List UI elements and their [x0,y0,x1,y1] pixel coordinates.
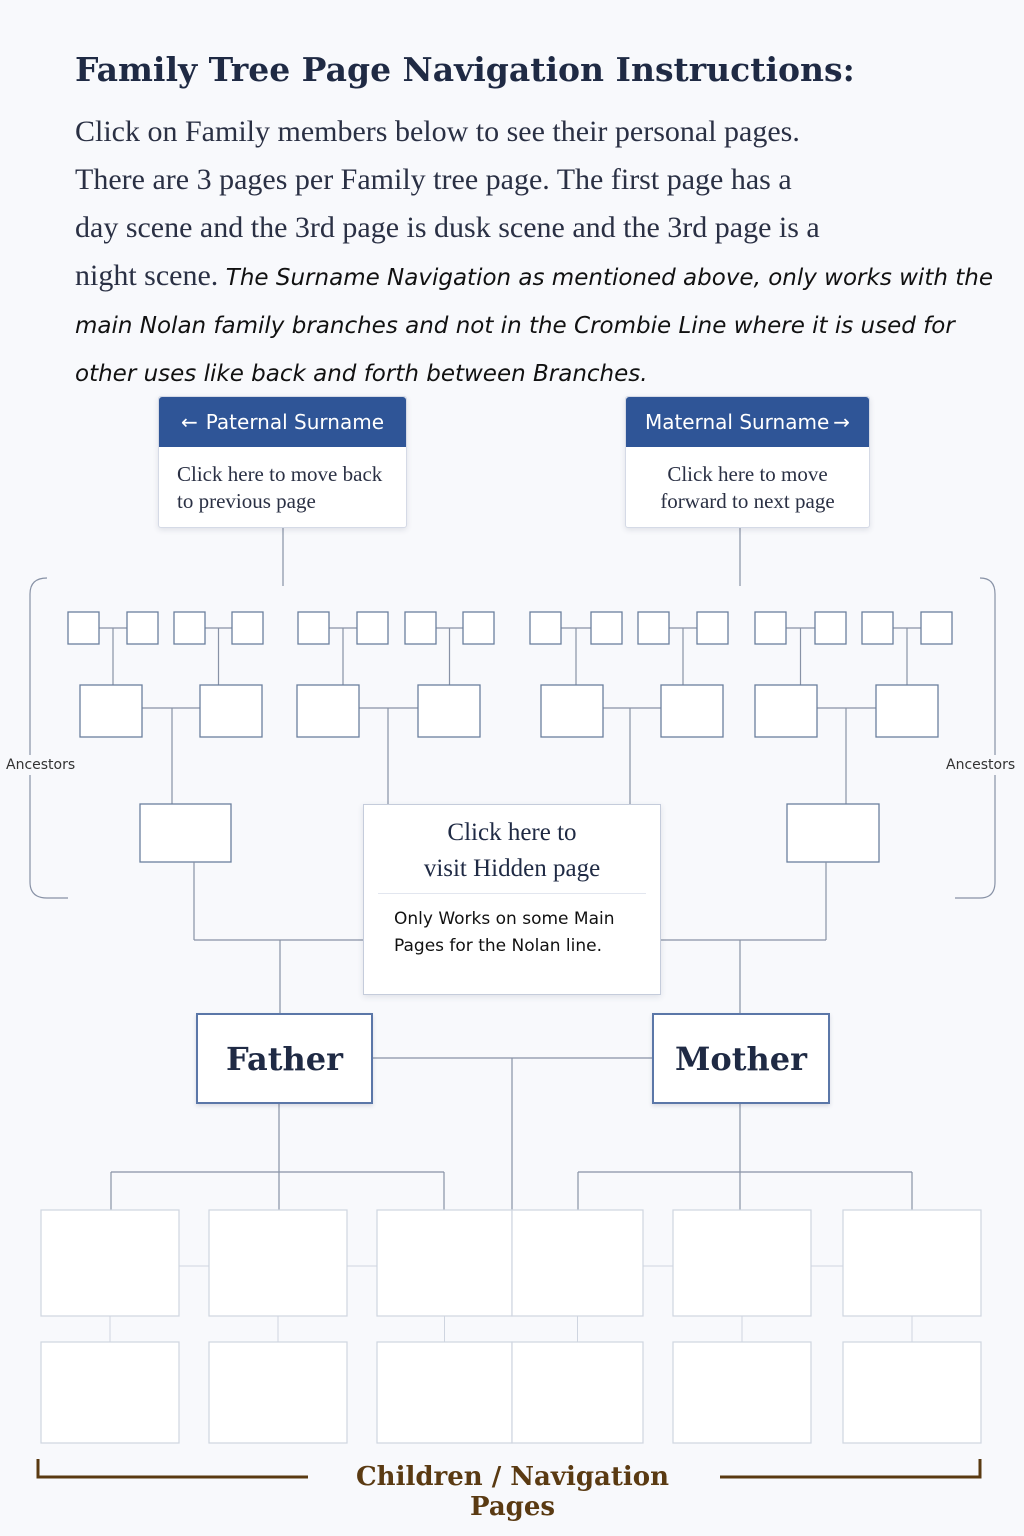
child-box-row2[interactable] [673,1342,811,1443]
arrow-right-icon: → [833,410,851,434]
child-box-row1[interactable] [41,1210,179,1316]
maternal-surname-label: Maternal Surname [644,410,830,434]
ancestor-box-gen4[interactable] [232,612,263,644]
ancestors-bracket-left [30,578,68,898]
child-box-row2[interactable] [209,1342,347,1443]
ancestor-box-gen3[interactable] [297,685,359,737]
ancestor-box-gen4[interactable] [862,612,893,644]
ancestors-label-left: Ancestors [6,757,76,773]
hidden-page-title-line2: visit Hidden page [423,855,601,882]
intro-line-2: There are 3 pages per Family tree page. The first page has a [75,163,792,196]
ancestors-label-right: Ancestors [946,757,1016,773]
mother-box[interactable]: Mother [652,1013,830,1104]
intro-line-4: night scene. [75,259,219,292]
paternal-surname-button[interactable] [159,397,406,447]
ancestor-box-gen3[interactable] [755,685,817,737]
paternal-surname-description: Click here to move back to previous page [177,462,383,513]
paternal-surname-label: Paternal Surname [205,410,384,434]
child-box-row1[interactable] [209,1210,347,1316]
ancestor-box-gen4[interactable] [755,612,786,644]
ancestor-box-gen3[interactable] [661,685,723,737]
ancestor-box-gen2[interactable] [140,804,231,862]
hidden-page-title-line1: Click here to [447,819,577,846]
maternal-surname-description: Click here to move forward to next page [660,462,835,513]
intro-line-3: day scene and the 3rd page is dusk scene and the 3rd page is a [75,211,820,244]
ancestor-box-gen4[interactable] [127,612,158,644]
hidden-page-note: Only Works on some Main Pages for the Nolan line. [394,909,615,956]
maternal-surname-card[interactable] [625,396,870,528]
ancestor-box-gen3[interactable] [80,685,142,737]
ancestor-box-gen4[interactable] [68,612,99,644]
ancestor-box-gen4[interactable] [815,612,846,644]
ancestor-box-gen3[interactable] [541,685,603,737]
ancestor-box-gen4[interactable] [405,612,436,644]
child-box-row2[interactable] [377,1342,512,1443]
ancestor-box-gen4[interactable] [921,612,952,644]
ancestor-box-gen3[interactable] [200,685,262,737]
child-box-row2[interactable] [41,1342,179,1443]
surname-navigation-note: The Surname Navigation as mentioned above, only works with the main Nolan family branches and not in the Crombie Line where it is used for other uses like back and forth between Branches. [75,265,993,387]
intro-line-1: Click on Family members below to see their personal pages. [75,115,800,148]
ancestor-box-gen4[interactable] [298,612,329,644]
father-box[interactable]: Father [196,1013,373,1104]
children-bracket-left [38,1459,308,1477]
ancestor-box-gen4[interactable] [357,612,388,644]
paternal-surname-card[interactable] [158,396,407,528]
ancestor-box-gen4[interactable] [463,612,494,644]
child-box-row1[interactable] [512,1210,643,1316]
ancestor-box-gen2[interactable] [787,804,879,862]
ancestor-box-gen4[interactable] [697,612,728,644]
ancestor-box-gen4[interactable] [530,612,561,644]
ancestor-box-gen4[interactable] [591,612,622,644]
child-box-row1[interactable] [673,1210,811,1316]
hidden-page-card[interactable] [363,804,661,995]
child-box-row1[interactable] [377,1210,512,1316]
ancestor-box-gen3[interactable] [876,685,938,737]
ancestor-box-gen4[interactable] [174,612,205,644]
ancestor-box-gen3[interactable] [418,685,480,737]
ancestors-bracket-right [955,578,995,898]
maternal-surname-button[interactable] [626,397,869,447]
page-title: Family Tree Page Navigation Instructions: [75,50,855,89]
child-box-row2[interactable] [512,1342,643,1443]
ancestor-box-gen4[interactable] [638,612,669,644]
child-box-row1[interactable] [843,1210,981,1316]
children-navigation-label: Children / Navigation Pages [310,1462,715,1522]
hidden-page-link[interactable] [378,805,646,894]
child-box-row2[interactable] [843,1342,981,1443]
children-bracket-right [720,1459,980,1477]
arrow-left-icon: ← [180,410,198,434]
